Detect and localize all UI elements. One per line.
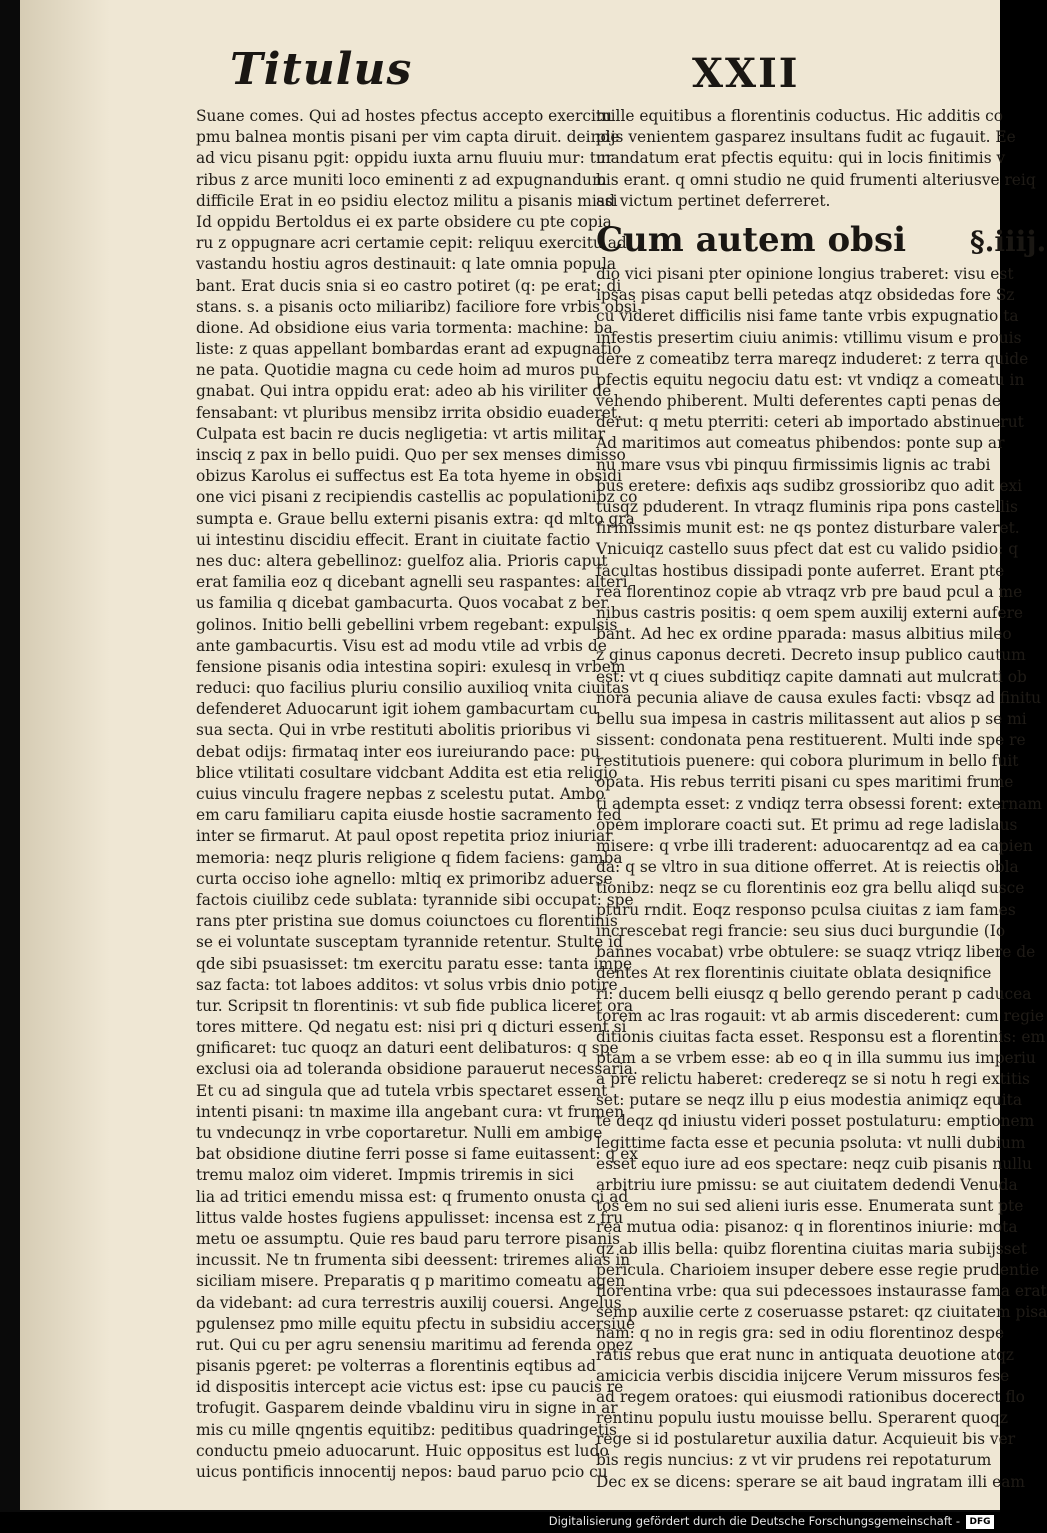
text-line: mis cu mille qngentis equitibz: peditibus quadringetis: [196, 1420, 617, 1439]
text-line: uicus pontificis innocentij nepos: baud paruo pcio cu: [196, 1463, 608, 1481]
text-line: fensione pisanis odia intestina sopiri: exulesq in vrbem: [196, 657, 626, 676]
text-line: curta occiso iohe agnello: mltiq ex primoribz aduerse: [196, 869, 613, 888]
text-line: reduci: quo facilius pluriu consilio auxilioq vnita ciuitas: [196, 679, 630, 698]
text-line: trofugit. Gasparem deinde vbaldinu viru in signe in ar: [196, 1399, 618, 1418]
text-line: ribus z arce muniti loco eminenti z ad expugnandum: [196, 170, 607, 189]
text-line: nora pecunia aliave de causa exules facti: vbsqz ad finitu: [596, 688, 1042, 707]
text-line: a pre relictu haberet: credereqz se si notu h regi extitis: [596, 1070, 1030, 1089]
right-text-column: [596, 106, 1047, 1493]
text-line: stans. s. a pisanis octo miliaribz) faciliore fore vrbis obsi: [196, 297, 637, 316]
text-line: da videbant: ad cura terrestris auxilij couersi. Angelus: [196, 1293, 622, 1312]
left-text-column: [196, 106, 639, 1483]
text-line: firmissimis munit est: ne qs pontez disturbare valeret.: [596, 519, 1020, 538]
right-column-bottom-text: [596, 264, 1047, 1493]
section-heading-text: Cum autem obsi: [596, 219, 907, 260]
text-line: Vnicuiqz castello suus pfect dat est cu valido psidio: q: [596, 540, 1019, 559]
text-line: dio vici pisani pter opinione longius traberet: visu est: [596, 264, 1014, 283]
text-line: rentinu populu iustu mouisse bellu. Sperarent quoqz: [596, 1409, 1009, 1428]
text-line: facultas hostibus dissipadi ponte auferret. Erant pte: [596, 561, 1005, 580]
text-line: rea florentinoz copie ab vtraqz vrb pre baud pcul a me: [596, 582, 1023, 601]
digitization-footer: [0, 1512, 1000, 1533]
text-line: Culpata est bacin re ducis negligetia: vt artis militar: [196, 424, 606, 443]
text-line: rege si id postularetur auxilia datur. Acquieuit bis ver: [596, 1430, 1016, 1449]
text-line: dentes At rex florentinis ciuitate oblata desiqnifice: [596, 964, 992, 983]
text-line: bat obsidione diutine ferri posse si fame euitassent: q ex: [196, 1145, 639, 1164]
text-line: ante gambacurtis. Visu est ad modu vtile ad vrbis de: [196, 636, 607, 655]
text-line: nes duc: altera gebellinoz: guelfoz alia. Prioris caput: [196, 551, 608, 570]
text-line: blice vtilitati cosultare vidcbant Addita est etia religio: [196, 763, 618, 782]
text-line: derut: q metu pterriti: ceteri ab importado abstinuerut: [596, 413, 1024, 432]
text-line: bus eretere: defixis aqs sudibz grossioribz quo adit exi: [596, 476, 1023, 495]
text-line: pgulensez pmo mille equitu pfectu in subsidiu accersiue: [196, 1314, 636, 1333]
text-line: pmu balnea montis pisani per vim capta diruit. deinde: [196, 128, 620, 147]
text-line: ptam a se vrbem esse: ab eo q in illa summu ius imperiu: [596, 1048, 1036, 1067]
text-line: inter se firmarut. At paul opost repetita prioz iniuriar: [196, 827, 613, 846]
text-line: mille equitibus a florentinis coductus. Hic additis co: [596, 107, 1004, 125]
text-line: te deqz qd iniustu videri posset postulaturu: emptionem: [596, 1112, 1035, 1131]
text-line: vastandu hostiu agros destinauit: q late omnia popula: [196, 255, 617, 274]
text-line: gnificaret: tuc quoqz an daturi eent delibaturos: q spe: [196, 1039, 619, 1058]
text-line: erat familia eoz q dicebant agnelli seu raspantes: alteri: [196, 573, 628, 592]
text-line: saz facta: tot laboes additos: vt solus vrbis dnio potire: [196, 975, 618, 994]
text-line: Suane comes. Qui ad hostes pfectus accepto exercitu: [196, 107, 613, 125]
text-line: tores mittere. Qd negatu est: nisi pri q dicturi essent si: [196, 1018, 627, 1037]
text-line: sissent: condonata pena restituerent. Multi inde spe re: [596, 731, 1026, 750]
text-line: est: vt q ciues subditiqz capite damnati aut mulcrati ob: [596, 667, 1027, 686]
text-line: dere z comeatibz terra mareqz induderet: z terra quide: [596, 349, 1029, 368]
text-line: conductu pmeio aduocarunt. Huic oppositus est ludo: [196, 1441, 609, 1460]
text-line: nibus castris positis: q oem spem auxilij externi aufere: [596, 603, 1024, 622]
text-line: one vici pisani z recipiendis castellis ac populationibz co: [196, 488, 638, 507]
text-line: bis erant. q omni studio ne quid frumenti alteriusve reiq: [596, 170, 1036, 189]
text-line: ne pata. Quotidie magna cu cede hoim ad muros pu: [196, 361, 600, 380]
text-line: ri: ducem belli eiusqz q bello gerendo perant p caducea: [596, 985, 1032, 1004]
text-line: semp auxilie certe z coseruasse pstaret: qz ciuitatem pisa: [596, 1303, 1047, 1322]
text-line: se ei voluntate susceptam tyrannide retentur. Stulte id: [196, 933, 623, 952]
text-line: factois ciuilibz cede sublata: tyrannide sibi occupat: spe: [196, 890, 634, 909]
text-line: ipsas pisas caput belli petedas atqz obsidedas fore Sz: [596, 286, 1015, 305]
text-line: defenderet Aduocarunt igit iohem gambacurtam cu: [196, 700, 598, 719]
text-line: restitutiois puenere: qui cobora plurimum in bello fuit: [596, 752, 1019, 771]
text-line: mandatum erat pfectis equitu: qui in locis finitimis v: [596, 149, 1006, 168]
text-line: siciliam misere. Preparatis q p maritimo comeatu agen: [196, 1272, 626, 1291]
text-line: tionibz: neqz se cu florentinis eoz gra bellu aliqd susce: [596, 879, 1025, 898]
text-line: legittime facta esse et pecunia psoluta: vt nulli dubium: [596, 1133, 1026, 1152]
text-line: golinos. Initio belli gebellini vrbem regebant: expulsis: [196, 615, 618, 634]
text-line: nam: q no in regis gra: sed in odiu florentinoz despe: [596, 1324, 1005, 1343]
text-line: pericula. Charioiem insuper debere esse regie prudentie: [596, 1260, 1040, 1279]
section-heading: [596, 218, 1047, 262]
text-line: pisanis pgeret: pe volterras a florentinis eqtibus ad: [196, 1357, 597, 1376]
text-line: Et cu ad singula que ad tutela vrbis spectaret essent: [196, 1081, 608, 1100]
text-line: bant. Ad hec ex ordine pparada: masus albitius mileo: [596, 625, 1012, 644]
text-line: esset equo iure ad eos spectare: neqz cuib pisanis nullu: [596, 1154, 1032, 1173]
text-line: lia ad tritici emendu missa est: q frumento onusta ci ad: [196, 1187, 629, 1206]
text-line: sumpta e. Graue bellu externi pisanis extra: qd mlto gra: [196, 509, 635, 528]
right-column-top-text: [596, 106, 1036, 212]
text-line: ui intestinu discidiu effecit. Erant in ciuitate factio: [196, 530, 591, 549]
text-line: Ad maritimos aut comeatus phibendos: ponte sup ar: [596, 434, 1005, 453]
text-line: tu vndecunqz in vrbe coportaretur. Nulli em ambige: [196, 1124, 603, 1142]
text-line: sua secta. Qui in vrbe restituti abolitis prioribus vi: [196, 721, 591, 740]
text-line: obizus Karolus ei suffectus est Ea tota hyeme in obsidi: [196, 467, 622, 486]
text-line: opem implorare coacti sut. Et primu ad rege ladislaus: [596, 815, 1018, 834]
text-line: qde sibi psuasisset: tm exercitu paratu esse: tanta impe: [196, 954, 633, 973]
text-line: pturu rndit. Eoqz responso pculsa ciuitas z iam fames: [596, 900, 1016, 919]
text-line: us familia q dicebat gambacurta. Quos vocabat z ber: [196, 594, 608, 613]
text-line: infestis presertim ciuiu animis: vtillimu visum e prouis: [596, 328, 1022, 347]
running-title: Titulus: [230, 44, 413, 95]
text-line: rut. Qui cu per agru senensiu maritimu ad ferenda opez: [196, 1335, 633, 1354]
text-line: metu oe assumptu. Quie res baud paru terrore pisanis: [196, 1229, 620, 1248]
text-line: da: q se vltro in sua ditione offerret. At is reiectis obla: [596, 858, 1019, 877]
page-gutter-shadow: [20, 0, 110, 1510]
text-line: qz ab illis bella: quibz florentina ciuitas maria subijsset: [596, 1239, 1027, 1258]
text-line: pfectis equitu negociu datu est: vt vndiqz a comeatu in: [596, 370, 1025, 389]
text-line: tur. Scripsit tn florentinis: vt sub fide publica liceret ora: [196, 996, 634, 1015]
text-line: exclusi oia ad toleranda obsidione parauerut necessaria.: [196, 1060, 638, 1079]
text-line: Dec ex se dicens: sperare se ait baud ingratam illi eam: [596, 1472, 1025, 1491]
footer-credit: Digitalisierung gefördert durch die Deutsche Forschungsgemeinschaft -: [548, 1514, 960, 1528]
text-line: ad victum pertinet deferreret.: [596, 191, 831, 210]
text-line: ratis rebus que erat nunc in antiquata deuotione atqz: [596, 1345, 1015, 1364]
text-line: gnabat. Qui intra oppidu erat: adeo ab his viriliter de: [196, 382, 612, 401]
text-line: ad vicu pisanu pgit: oppidu iuxta arnu fluuiu mur: tur: [196, 149, 614, 168]
text-line: bellu sua impesa in castris militassent aut alios p se mi: [596, 709, 1027, 728]
text-line: amicicia verbis discidia inijcere Verum missuros fese: [596, 1366, 1010, 1385]
text-line: bis regis nuncius: z vt vir prudens rei repotaturum: [596, 1451, 992, 1470]
text-line: rans pter pristina sue domus coiunctoes cu florentinis: [196, 912, 618, 931]
section-marker: §.iiij.: [970, 224, 1047, 258]
text-line: Id oppidu Bertoldus ei ex parte obsidere cu pte copia: [196, 212, 612, 231]
text-line: arbitriu iure pmissu: se aut ciuitatem dedendi Venuda: [596, 1176, 1018, 1194]
text-line: ti adempta esset: z vndiqz terra obsessi forent: externam: [596, 794, 1042, 813]
text-line: memoria: neqz pluris religione q fidem faciens: gamba: [196, 848, 623, 867]
text-line: bannes vocabat) vrbe obtulere: se suaqz vtriqz libere de: [596, 942, 1036, 961]
text-line: vehendo phiberent. Multi deferentes capti penas de: [596, 392, 1002, 411]
text-line: littus valde hostes fugiens appulisset: incensa est z fru: [196, 1208, 624, 1227]
text-line: nu mare vsus vbi pinquu firmissimis lignis ac trabi: [596, 455, 991, 474]
text-line: ditionis ciuitas facta esset. Responsu est a florentinis: em: [596, 1027, 1046, 1046]
text-line: ru z oppugnare acri certamie cepit: reliquu exercitu ad: [196, 234, 627, 253]
text-line: bant. Erat ducis snia si eo castro potiret (q: pe erat: di: [196, 276, 622, 295]
text-line: misere: q vrbe illi traderent: aduocarentqz ad ea capien: [596, 837, 1033, 855]
text-line: rea mutua odia: pisanoz: q in florentinos iniurie: mota: [596, 1218, 1018, 1237]
text-line: tos em no sui sed alieni iuris esse. Enumerata sunt pte: [596, 1197, 1024, 1216]
text-line: debat odijs: firmataq inter eos iureiurando pace: pu: [196, 742, 601, 761]
text-line: increscebat regi francie: seu sius duci burgundie (Io: [596, 921, 1006, 940]
text-line: insciq z pax in bello puidi. Quo per sex menses dimisso: [196, 446, 626, 464]
text-line: incussit. Ne tn frumenta sibi deessent: triremes alias in: [196, 1251, 631, 1270]
text-line: tremu maloz oim videret. Impmis triremis in sici: [196, 1166, 574, 1185]
text-line: id dispositis intercept acie victus est: ipse cu paucis re: [196, 1378, 624, 1397]
text-line: fensabant: vt pluribus mensibz irrita obsidio euaderet.: [196, 403, 622, 422]
text-line: dione. Ad obsidione eius varia tormenta: machine: ba: [196, 318, 613, 337]
text-line: cu videret difficilis nisi fame tante vrbis expugnatio ta: [596, 307, 1019, 326]
text-line: liste: z quas appellant bombardas erant ad expugnatio: [196, 340, 622, 359]
text-line: intenti pisani: tn maxime illa angebant cura: vt frumen: [196, 1102, 625, 1121]
text-line: opata. His rebus territi pisani cu spes maritimi frume: [596, 773, 1014, 792]
text-line: pijs venientem gasparez insultans fudit ac fugauit. Ee: [596, 128, 1016, 147]
text-line: ad regem oratoes: qui eiusmodi rationibus docerect flo: [596, 1387, 1025, 1406]
text-line: set: putare se neqz illu p eius modestia animiqz equita: [596, 1091, 1023, 1110]
text-line: cuius vinculu fragere nepbas z scelestu putat. Ambo: [196, 785, 605, 803]
text-line: torem ac lras rogauit: vt ab armis discederent: cum regie: [596, 1006, 1044, 1025]
dfg-logo: DFG: [966, 1515, 994, 1529]
text-line: florentina vrbe: qua sui pdecessoes instaurasse fama erat: [596, 1281, 1047, 1300]
text-line: z ginus caponus decreti. Decreto insup publico cautum: [596, 646, 1026, 665]
text-line: tusqz pduderent. In vtraqz fluminis ripa pons castellis: [596, 498, 1018, 516]
text-line: difficile Erat in eo psidiu electoz militu a pisanis missi: [196, 191, 618, 210]
folio-number: XXII: [692, 50, 800, 97]
text-line: em caru familiaru capita eiusde hostie sacramento fed: [196, 806, 622, 825]
